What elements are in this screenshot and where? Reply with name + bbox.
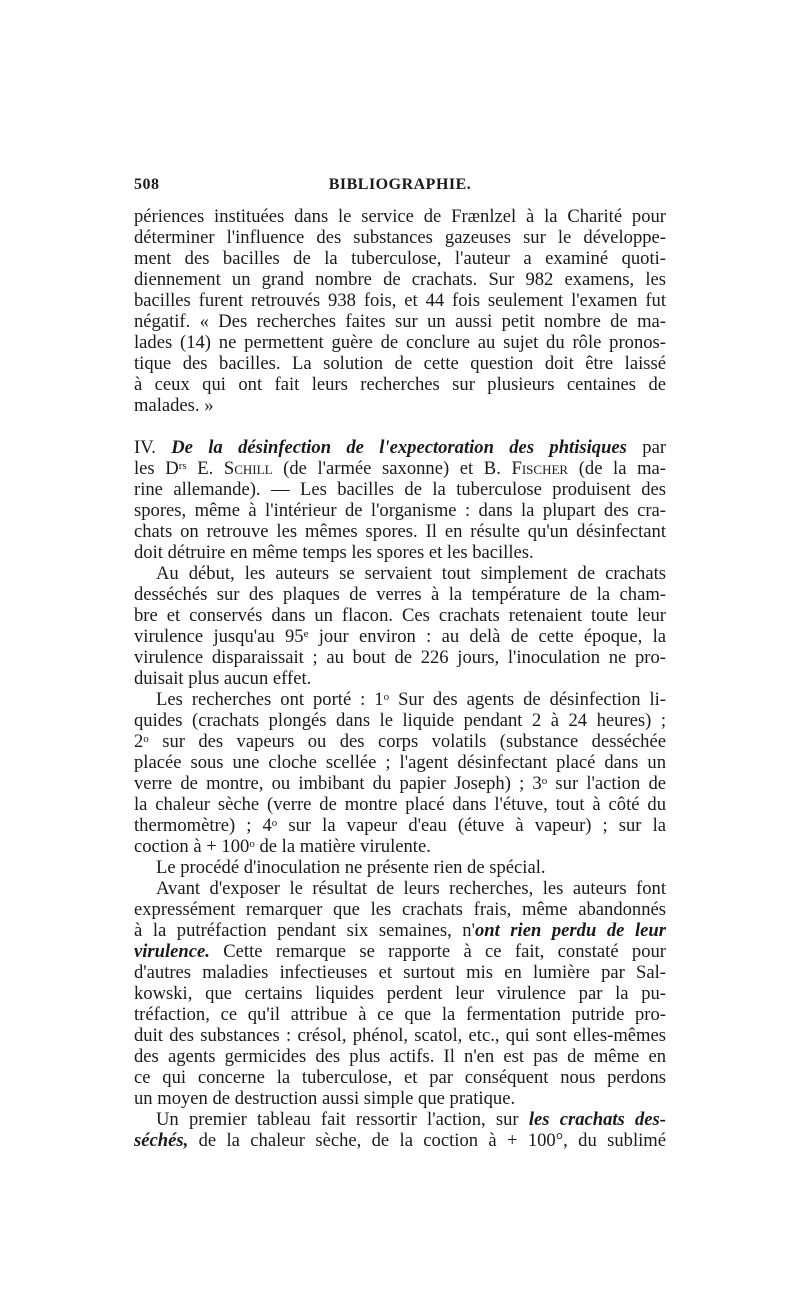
text-fragment: virulence jusqu'au 95	[134, 626, 304, 647]
text-line: desséchés sur des plaques de verres à la température de la cham-	[134, 584, 666, 605]
page-header	[134, 176, 666, 200]
section-numeral: IV.	[134, 437, 156, 458]
superscript: o	[383, 691, 390, 703]
running-title: BIBLIOGRAPHIE.	[328, 176, 472, 193]
text-line: expressément remarquer que les crachats frais, même abandonnés	[134, 899, 666, 920]
text-line	[134, 626, 666, 647]
text-fragment: sur l'action de	[547, 773, 666, 794]
paragraph-debut	[134, 563, 666, 689]
section-heading-line	[134, 437, 666, 458]
text-line: Avant d'exposer le résultat de leurs recherches, les auteurs font	[156, 878, 666, 899]
text-line: virulence disparaissait ; au bout de 226 jours, l'inoculation ne pro-	[134, 647, 666, 668]
text-fragment: de la matière virulente.	[254, 836, 431, 857]
text-line: déterminer l'influence des substances gazeuses sur le développe-	[134, 227, 666, 248]
text-line: des agents germicides des plus actifs. Il n'en est pas de même en	[134, 1046, 666, 1067]
text-line: diennement un grand nombre de crachats. Sur 982 examens, les	[134, 269, 666, 290]
text-line: duisait plus aucun effet.	[134, 668, 312, 689]
text-line	[134, 689, 666, 710]
text-fragment: Les recherches ont porté : 1	[156, 689, 384, 710]
paragraph-procede	[134, 857, 666, 878]
book-page	[134, 176, 666, 1151]
text-line: bre et conservés dans un flacon. Ces crachats retenaient toute leur	[134, 605, 666, 626]
text-line: kowski, que certains liquides perdent leur virulence par la pu-	[134, 983, 666, 1004]
text-line	[134, 941, 666, 962]
text-line	[134, 836, 666, 857]
text-line: la chaleur sèche (verre de montre placé dans l'étuve, tout à côté du	[134, 794, 666, 815]
superscript: o	[249, 838, 255, 850]
superscript: e	[303, 628, 309, 640]
text-fragment: Sur des agents de désinfection li-	[389, 689, 666, 710]
text-fragment: (de l'armée saxonne) et B.	[283, 458, 501, 479]
text-line: tréfaction, ce qu'il attribue à ce que la fermentation putride pro-	[134, 1004, 666, 1025]
text-line: à ceux qui ont fait leurs recherches sur plusieurs centaines de	[134, 374, 666, 395]
text-line: malades. »	[134, 395, 214, 416]
text-fragment: jour environ : au delà de cette époque, la	[308, 626, 666, 647]
text-line: rine allemande). — Les bacilles de la tuberculose produisent des	[134, 479, 666, 500]
text-fragment: (de la ma-	[578, 458, 666, 479]
text-line	[134, 773, 666, 794]
text-line: doit détruire en même temps les spores et les bacilles.	[134, 542, 534, 563]
text-fragment: de la chaleur sèche, de la coction à + 100°, du sublimé	[188, 1130, 666, 1151]
paragraph-recherches	[134, 689, 666, 857]
text-fragment: les D	[134, 458, 179, 479]
text-line: un moyen de destruction aussi simple que pratique.	[134, 1088, 516, 1109]
text-line: quides (crachats plongés dans le liquide pendant 2 à 24 heures) ;	[134, 710, 666, 731]
superscript: o	[143, 733, 149, 745]
emphasis: séchés,	[134, 1130, 189, 1151]
text-fragment: par	[642, 437, 666, 458]
text-line: Au début, les auteurs se servaient tout simplement de crachats	[156, 563, 666, 584]
authors-line	[134, 458, 666, 479]
superscript: o	[541, 775, 548, 787]
text-line: spores, même à l'intérieur de l'organisme : dans la plupart des cra-	[134, 500, 666, 521]
text-line: duit des substances : crésol, phénol, scatol, etc., qui sont elles-mêmes	[134, 1025, 666, 1046]
text-fragment: sur des vapeurs ou des corps volatils (substance desséchée	[148, 731, 666, 752]
text-fragment: Un premier tableau fait ressortir l'action, sur	[156, 1109, 529, 1130]
author-schill: E. Schill	[197, 458, 273, 479]
superscript: o	[271, 817, 278, 829]
text-fragment: Cette remarque se rapporte à ce fait, constaté pour	[209, 941, 666, 962]
text-fragment: thermomètre) ; 4	[134, 815, 272, 836]
text-fragment: sur la vapeur d'eau (étuve à vapeur) ; sur la	[277, 815, 666, 836]
text-fragment: à la putréfaction pendant six semaines, n'	[134, 920, 475, 941]
page-number: 508	[134, 176, 160, 193]
emphasis: les crachats des-	[528, 1109, 666, 1130]
author-fischer: Fischer	[511, 458, 569, 479]
text-line: ment des bacilles de la tuberculose, l'auteur a examiné quoti-	[134, 248, 666, 269]
section-title: De la désinfection de l'expectoration des phtisiques	[171, 437, 627, 458]
text-line	[134, 1109, 666, 1130]
text-line: périences instituées dans le service de Frænlzel à la Charité pour	[134, 206, 666, 227]
text-line: chats on retrouve les mêmes spores. Il en résulte qu'un désinfectant	[134, 521, 666, 542]
text-line: tique des bacilles. La solution de cette question doit être laissé	[134, 353, 666, 374]
emphasis: ont rien perdu de leur	[474, 920, 666, 941]
text-line: négatif. « Des recherches faites sur un aussi petit nombre de ma-	[134, 311, 666, 332]
superscript: rs	[178, 460, 187, 472]
text-fragment: verre de montre, ou imbibant du papier Joseph) ; 3	[134, 773, 542, 794]
text-line: lades (14) ne permettent guère de conclure au sujet du rôle pronos-	[134, 332, 666, 353]
paragraph-tableau	[134, 1109, 666, 1151]
text-line	[134, 731, 666, 752]
text-line: bacilles furent retrouvés 938 fois, et 44 fois seulement l'examen fut	[134, 290, 666, 311]
paragraph-avant	[134, 878, 666, 1109]
text-fragment: coction à + 100	[134, 836, 250, 857]
text-line	[134, 815, 666, 836]
text-line: Le procédé d'inoculation ne présente rien de spécial.	[156, 857, 546, 878]
text-line: d'autres maladies infectieuses et surtout mis en lumière par Sal-	[134, 962, 666, 983]
text-fragment: 2	[134, 731, 144, 752]
paragraph-previous-review	[134, 206, 666, 416]
emphasis: virulence.	[134, 941, 210, 962]
text-line: ce qui concerne la tuberculose, et par conséquent nous perdons	[134, 1067, 666, 1088]
text-line	[134, 1130, 666, 1151]
text-line	[134, 920, 666, 941]
section-iv	[134, 437, 666, 563]
text-line: placée sous une cloche scellée ; l'agent désinfectant placé dans un	[134, 752, 666, 773]
